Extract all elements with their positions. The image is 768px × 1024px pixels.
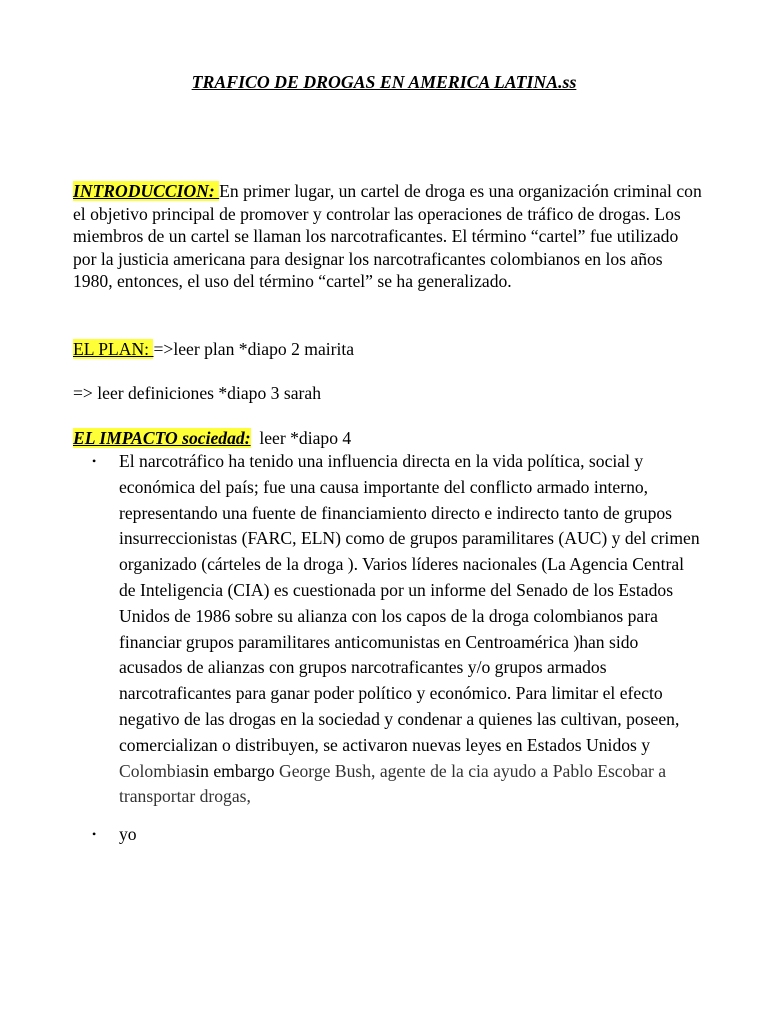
plan-text: =>leer plan *diapo 2 mairita xyxy=(153,339,355,359)
bullet-icon: • xyxy=(92,454,97,468)
list-item-text: yo xyxy=(119,824,137,845)
introduction-text: En primer lugar, un cartel de droga es una organización criminal con el objetivo principal de promover y controlar las operaciones de tráfico de drogas. Los miembros de un cartel se llaman los narcotraficantes. El término “cartel” fue utilizado por la justicia americana para designar los narcotraficantes colombianos en los años 1980, entonces, el uso del término “cartel” se ha generalizado. xyxy=(73,181,702,292)
introduction-paragraph xyxy=(73,180,703,293)
plan-label: EL PLAN: xyxy=(73,339,154,359)
list-item xyxy=(92,822,702,848)
plan-paragraph xyxy=(73,338,703,361)
list-item-text-muted: Colombia xyxy=(119,760,189,781)
bullet-icon: • xyxy=(92,827,97,842)
impact-bullet-list xyxy=(92,449,702,848)
definitions-text: => leer definiciones *diapo 3 sarah xyxy=(73,383,321,403)
list-item-text-muted: George Bush, agente de la cia ayudo a Pablo Escobar a transportar drogas, xyxy=(119,760,667,807)
definitions-paragraph xyxy=(73,382,703,405)
impact-text: leer *diapo 4 xyxy=(250,428,352,448)
document-title: TRAFICO DE DROGAS EN AMERICA LATINA.ss xyxy=(191,72,577,92)
list-item-text: El narcotráfico ha tenido una influencia directa en la vida política, social y económica del país; fue una causa importante del conflicto armado interno, representando una fuente de financiamiento directo e indirecto tanto de grupos insurreccionistas (FARC, ELN) como de grupos paramilitares (AUC) y del crimen organizado (cárteles de la droga ). Varios líderes nacionales (La Agencia Central de Inteligencia (CIA) es cuestionada por un informe del Senado de los Estados Unidos de 1986 sobre su alianza con los capos de la droga colombianos para financiar grupos paramilitares anticomunistas en Centroamérica )han sido acusados de alianzas con grupos narcotraficantes y/o grupos armados narcotraficantes para ganar poder político y económico. Para limitar el efecto negativo de las drogas en la sociedad y condenar a quienes las cultivan, poseen, comercializan o distribuyen, se activaron nuevas leyes en Estados Unidos y xyxy=(119,451,700,755)
impact-heading-line xyxy=(73,427,703,450)
list-item xyxy=(92,449,702,810)
list-item-text: sin embargo xyxy=(188,760,279,781)
introduction-label: INTRODUCCION: xyxy=(73,181,220,201)
impact-label: EL IMPACTO sociedad: xyxy=(73,428,251,448)
